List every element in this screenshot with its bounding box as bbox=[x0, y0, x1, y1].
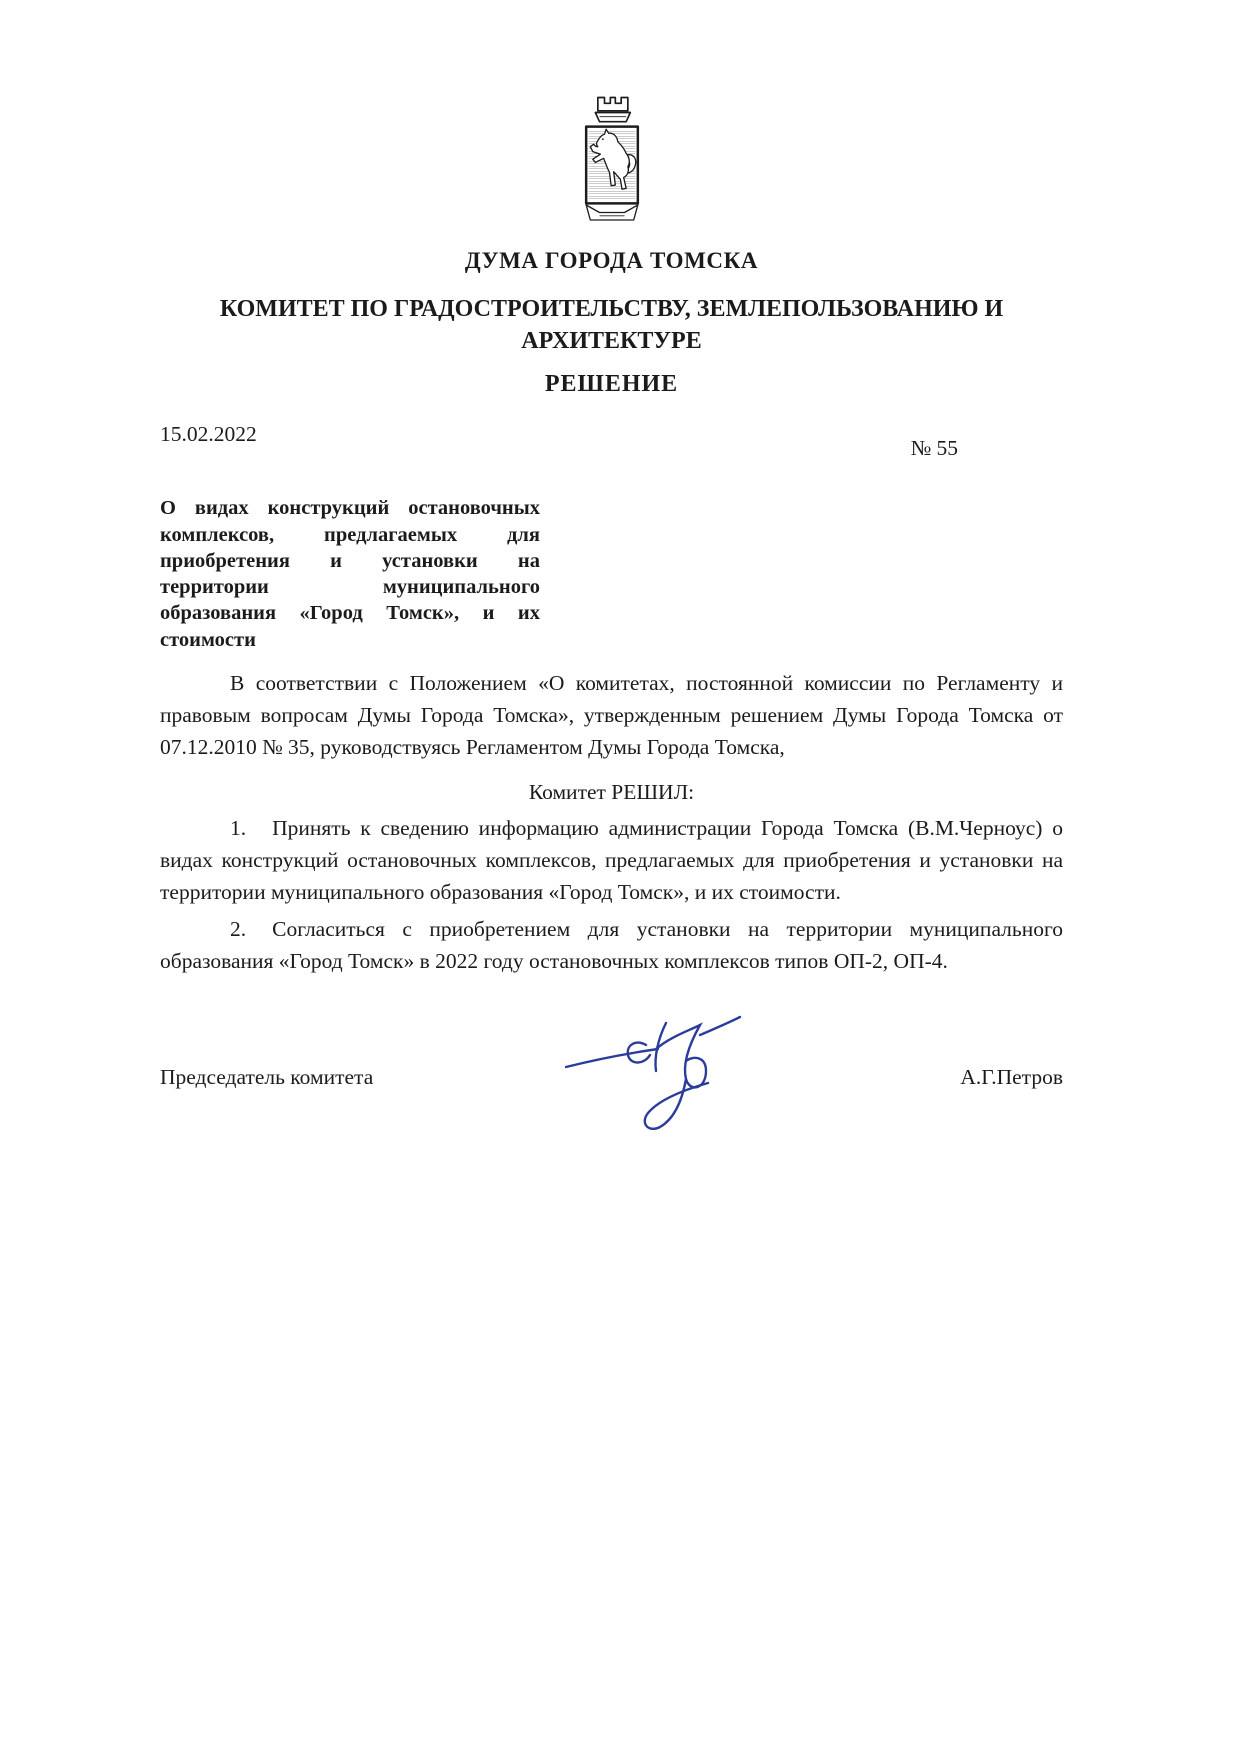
tomsk-coat-of-arms-icon bbox=[566, 95, 658, 235]
document-meta-row bbox=[160, 422, 1063, 461]
item-1-number: 1. bbox=[230, 815, 247, 840]
item-1-text: Принять к сведению информацию администрации Города Томска (В.М.Черноус) о видах конструкций остановочных комплексов, предлагаемых для приобретения и установки на территории муниципального образования «Город Томск», и их стоимости. bbox=[160, 815, 1063, 905]
document-number: № 55 bbox=[910, 436, 958, 461]
item-2-number: 2. bbox=[230, 916, 247, 941]
preamble-paragraph: В соответствии с Положением «О комитетах, постоянной комиссии по Регламенту и правовым вопросам Думы Города Томска», утвержденным решением Думы Города Томска от 07.12.2010 № 35, руководствуясь Регламентом Думы Города Томска, bbox=[160, 670, 1063, 760]
resolution-item-2 bbox=[160, 913, 1063, 978]
signature-block bbox=[160, 1065, 1063, 1090]
resolution-heading: Комитет РЕШИЛ: bbox=[528, 779, 695, 804]
resolution-item-1 bbox=[160, 812, 1063, 909]
document-type-heading: РЕШЕНИЕ bbox=[544, 371, 679, 398]
item-2-text: Согласиться с приобретением для установки на территории муниципального образования «Город Томск» в 2022 году остановочных комплексов типов ОП-2, ОП-4. bbox=[160, 916, 1063, 973]
committee-name: КОМИТЕТ ПО ГРАДОСТРОИТЕЛЬСТВУ, ЗЕМЛЕПОЛЬЗОВАНИЮ И АРХИТЕКТУРЕ bbox=[219, 295, 1004, 354]
document-subject: О видах конструкций остановочных комплексов, предлагаемых для приобретения и установки на территории муниципального образования «Город Томск», и их стоимости bbox=[160, 497, 540, 651]
handwritten-signature-icon bbox=[558, 1005, 748, 1140]
signer-title: Председатель комитета bbox=[160, 1065, 374, 1090]
signer-name: А.Г.Петров bbox=[960, 1065, 1063, 1090]
document-date: 15.02.2022 bbox=[160, 422, 257, 447]
organization-name: ДУМА ГОРОДА ТОМСКА bbox=[464, 248, 759, 273]
